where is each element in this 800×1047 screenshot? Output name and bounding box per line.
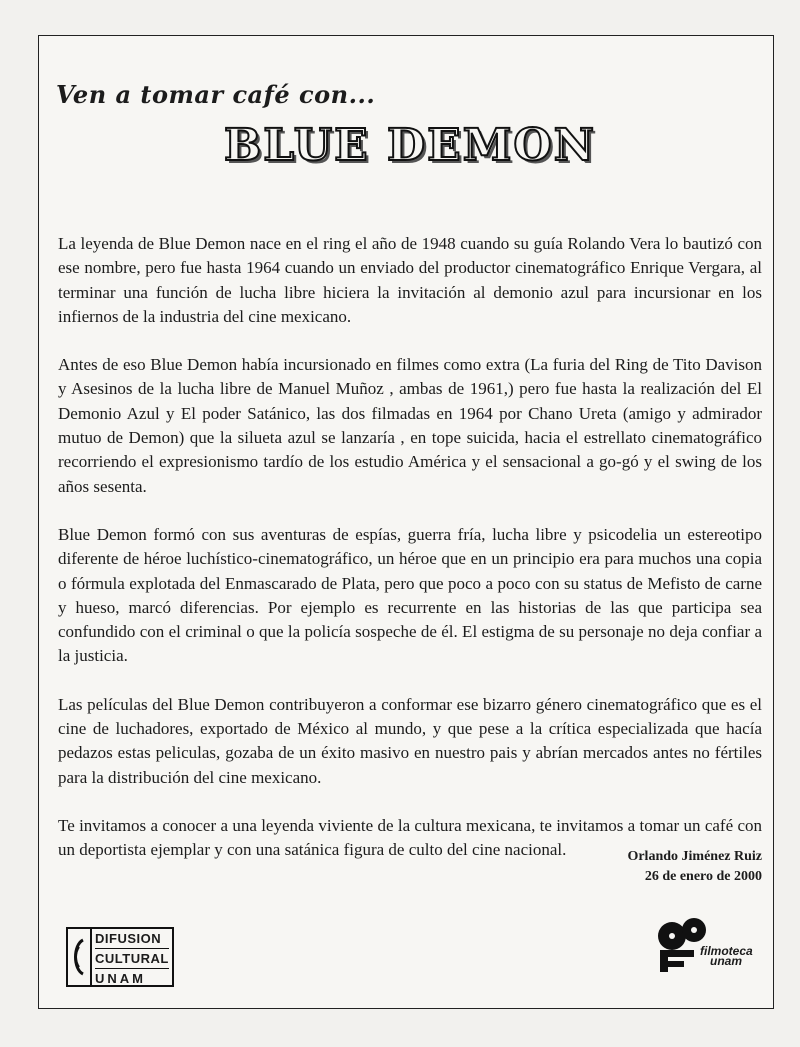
logo-line-1: DIFUSION xyxy=(95,929,169,949)
article-body xyxy=(58,232,762,887)
paragraph-5: Te invitamos a conocer a una leyenda viviente de la cultura mexicana, te invitamos a tomar un café con un deportista ejemplar y con una satánica figura de culto del cine nacional. xyxy=(58,815,762,860)
difusion-cultural-logo xyxy=(66,927,174,987)
filmoteca-unam-text: unam xyxy=(710,954,743,968)
author-name: Orlando Jiménez Ruiz xyxy=(627,849,762,864)
filmoteca-logo xyxy=(656,900,766,976)
logo-line-2: CULTURAL xyxy=(95,949,169,969)
paragraph-2: Antes de eso Blue Demon había incursionado en filmes como extra (La furia del Ring de Tito Davison y Asesinos de la lucha libre de Manuel Muñoz , ambas de 1961,) pero fue hasta la realización del El Demonio Azul y El poder Satánico, las dos filmadas en 1964 por Chano Ureta (amigo y admirador mutuo de Demon) que la silueta azul se lanzaría , en tope suicida, hacia el estrellato cinematográfico recorriendo el expresionismo tardío de los estudio América y el sensacional a go-gó y el swing de los años sesenta. xyxy=(58,355,762,496)
unam-mark-icon xyxy=(66,927,90,987)
paragraph-3: Blue Demon formó con sus aventuras de espías, guerra fría, lucha libre y psicodelia un estereotipo diferente de héroe luchístico-cinematográfico, un héroe que en un principio era para muchos una copia o fórmula explotada del Enmascarado de Plata, pero que poco a poco con su status de Mefisto de carne y hueso, marcó diferencias. Por ejemplo es recurrente en las historias de las que participa sea confundido con el criminal o que la policía sospeche de él. El estigma de su personaje no deja confiar a la justicia. xyxy=(58,524,762,666)
signature-date: 26 de enero de 2000 xyxy=(644,869,762,884)
paragraph-4: Las películas del Blue Demon contribuyeron a conformar ese bizarro género cinematográfico que es el cine de luchadores, exportado de México al mundo, y que pese a la crítica especializada que hacía pedazos estas peliculas, gozaba de un éxito masivo en nuestro pais y abrían mercados antes no fértiles para la distribución del cine mexicano. xyxy=(58,694,762,787)
signature xyxy=(627,847,762,887)
page-title: BLUE DEMON xyxy=(224,120,596,171)
tagline: Ven a tomar café con... xyxy=(56,80,376,109)
paragraph-1: La leyenda de Blue Demon nace en el ring el año de 1948 cuando su guía Rolando Vera lo bautizó con ese nombre, pero fue hasta 1964 cuando un enviado del productor cinematográfico Enrique Vergara, al terminar una función de lucha libre hiciera la invitación al demonio azul para incursionar en los infiernos de la industria del cine mexicano. xyxy=(58,234,762,326)
filmoteca-text: filmoteca xyxy=(700,944,753,958)
logo-line-3: UNAM xyxy=(95,971,146,986)
